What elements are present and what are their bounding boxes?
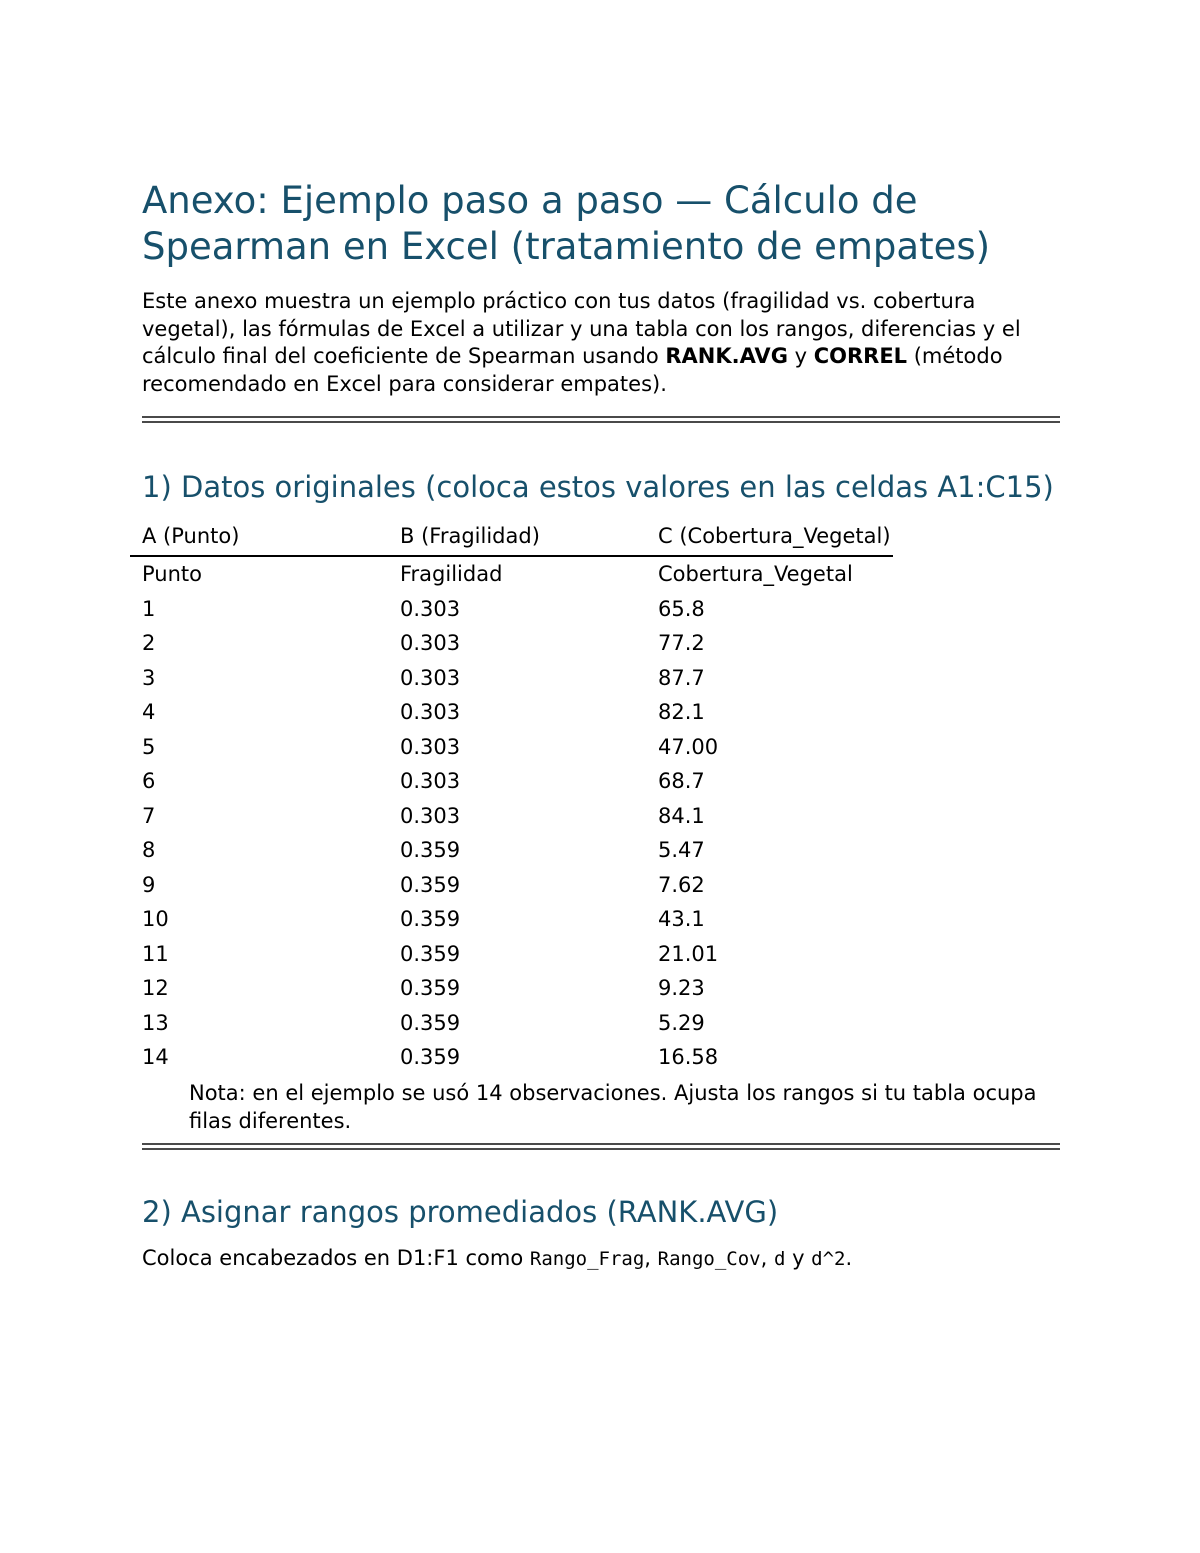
table-row [130,902,893,937]
cell-punto: 1 [142,596,156,621]
cell-fragilidad: 0.303 [400,769,461,793]
separator: , [644,1245,658,1270]
separator: , [760,1245,774,1270]
code-rango-cov: Rango_Cov [657,1247,761,1270]
table-row [130,626,893,661]
cell-fragilidad: 0.303 [400,596,461,621]
table-subheader-row [130,556,893,592]
cell-fragilidad: 0.359 [400,941,461,966]
column-header-c: C (Cobertura_Vegetal) [646,523,893,556]
section-2-text [142,1245,1060,1274]
table-row [130,799,893,834]
cell-cobertura: 47.00 [658,734,719,759]
code-rango-frag: Rango_Frag [529,1247,645,1270]
table-row [130,868,893,903]
section-2-heading: 2) Asignar rangos promediados (RANK.AVG) [142,1194,779,1229]
table-row [130,1040,893,1075]
section-divider [142,416,1060,423]
correl-function: CORREL [813,344,908,368]
cell-cobertura: 82.1 [658,700,705,724]
cell-punto: Punto [142,562,202,586]
cell-fragilidad: 0.303 [400,734,461,759]
table-row [130,1006,893,1041]
intro-text: Este anexo muestra un ejemplo práctico con tus datos (fragilidad vs. cobertura vegetal), las fórmulas de Excel a utilizar y una tabla con los rangos, diferencias y el cálculo final del coeficiente de Spearman usando [142,289,1021,368]
cell-punto: 12 [142,976,169,1000]
section-1-heading: 1) Datos originales (coloca estos valores en las celdas A1:C15) [142,470,1054,504]
table-row [130,695,893,730]
intro-text-end: (método recomendado en Excel para considerar empates). [142,344,1003,396]
table-row [130,730,893,765]
table-row [130,833,893,868]
cell-fragilidad: 0.359 [400,872,461,897]
cell-fragilidad: 0.303 [400,665,461,690]
cell-fragilidad: 0.359 [400,1045,461,1069]
table-row [130,971,893,1006]
table-body [130,556,893,1075]
intro-connector: y [787,344,814,368]
code-d-squared: d^2 [811,1247,846,1270]
cell-cobertura: 16.58 [658,1045,719,1069]
table-row [130,937,893,972]
cell-cobertura: 43.1 [658,907,705,931]
code-d: d [773,1247,786,1270]
cell-fragilidad: 0.359 [400,838,461,862]
cell-cobertura: Cobertura_Vegetal [658,562,853,586]
cell-cobertura: 87.7 [658,665,705,690]
cell-punto: 13 [142,1010,169,1035]
table-row [130,592,893,627]
cell-punto: 14 [142,1045,169,1069]
cell-fragilidad: 0.303 [400,803,461,828]
cell-punto: 5 [142,734,156,759]
table-header-row [130,523,893,556]
period: . [845,1245,853,1270]
cell-punto: 10 [142,907,169,931]
cell-fragilidad: Fragilidad [400,562,503,586]
cell-fragilidad: 0.359 [400,976,461,1000]
cell-punto: 9 [142,872,156,897]
cell-cobertura: 5.29 [658,1010,705,1035]
section-divider [142,1143,1060,1150]
cell-fragilidad: 0.359 [400,907,461,931]
table-note: Nota: en el ejemplo se usó 14 observaciones. Ajusta los rangos si tu tabla ocupa filas diferentes. [189,1080,1037,1133]
column-header-b: B (Fragilidad) [388,523,646,556]
cell-punto: 6 [142,769,156,793]
document-page [142,178,1060,1273]
cell-punto: 4 [142,700,156,724]
section-2-lead: Coloca encabezados en D1:F1 como [142,1245,530,1270]
cell-fragilidad: 0.303 [400,631,461,655]
rank-avg-function: RANK.AVG [665,344,788,368]
cell-punto: 2 [142,631,156,655]
cell-cobertura: 9.23 [658,976,705,1000]
cell-cobertura: 65.8 [658,596,705,621]
page-title: Anexo: Ejemplo paso a paso — Cálculo de Spearman en Excel (tratamiento de empates) [142,179,991,268]
cell-fragilidad: 0.303 [400,700,461,724]
intro-paragraph [142,288,1060,398]
cell-cobertura: 77.2 [658,631,705,655]
cell-punto: 3 [142,665,156,690]
cell-cobertura: 68.7 [658,769,705,793]
table-row [130,764,893,799]
cell-fragilidad: 0.359 [400,1010,461,1035]
cell-punto: 11 [142,941,169,966]
column-header-a: A (Punto) [130,523,388,556]
cell-cobertura: 7.62 [658,872,705,897]
data-table [130,523,893,1075]
cell-cobertura: 21.01 [658,941,719,966]
cell-punto: 8 [142,838,156,862]
cell-cobertura: 5.47 [658,838,705,862]
cell-punto: 7 [142,803,156,828]
table-row [130,661,893,696]
cell-cobertura: 84.1 [658,803,705,828]
connector: y [785,1245,812,1270]
